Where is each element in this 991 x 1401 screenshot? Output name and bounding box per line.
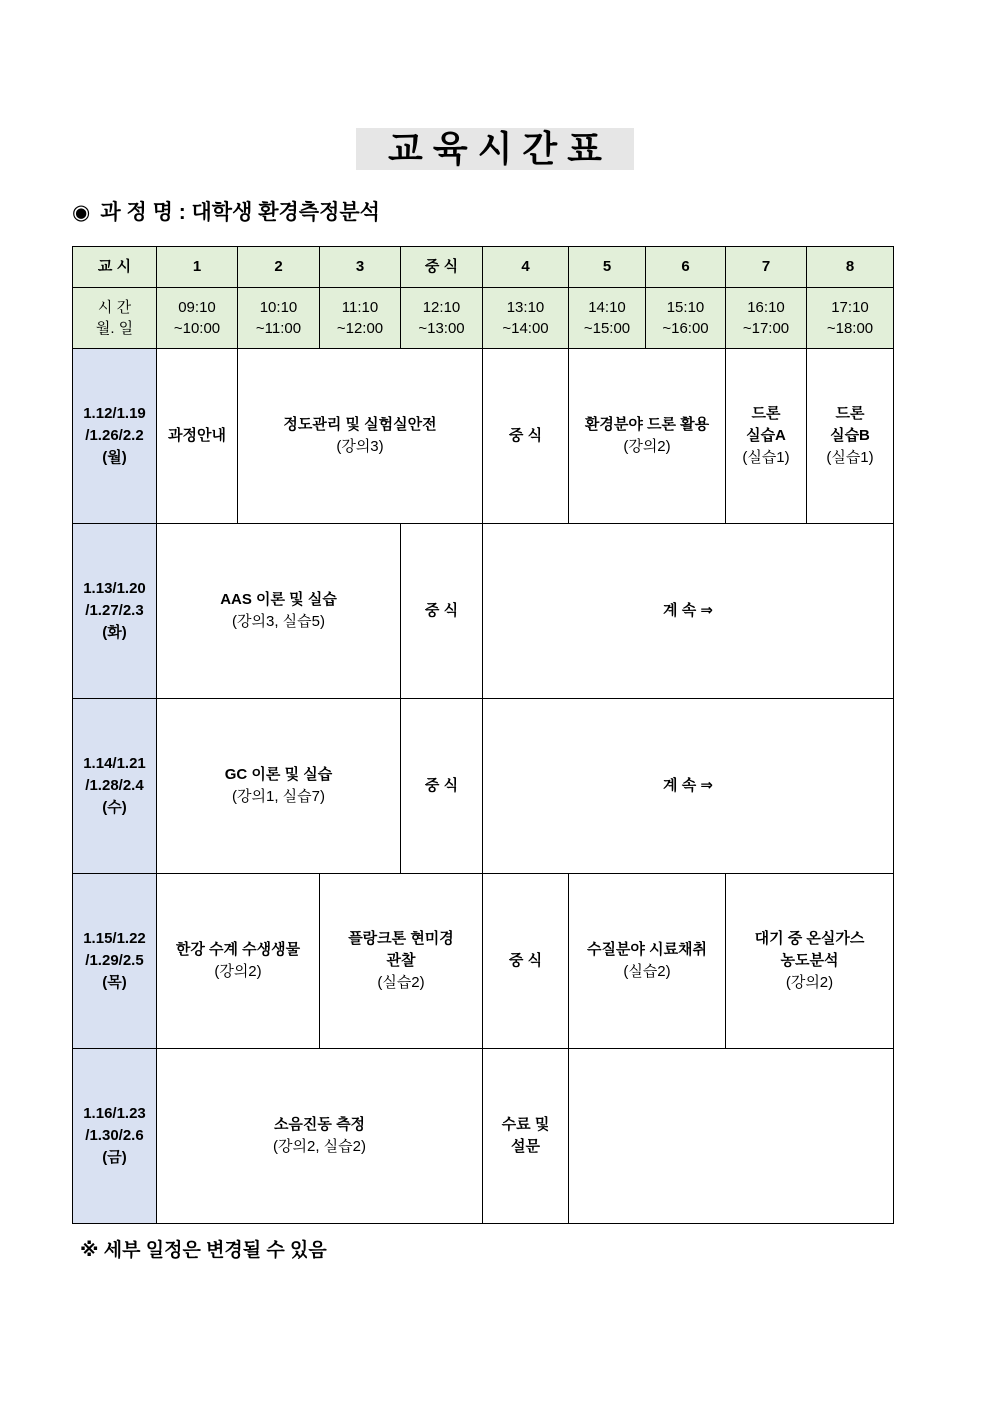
time-cell: 16:10 ~17:00 [726,288,807,349]
day-row-fri [73,1049,894,1224]
session-cell: 소음진동 측정 (강의2, 실습2) [157,1049,483,1224]
time-cell: 11:10 ~12:00 [320,288,401,349]
course-label: 과 정 명 : 대학생 환경측정분석 [100,201,380,224]
time-cell: 12:10 ~13:00 [401,288,483,349]
period-cell: 7 [726,247,807,288]
date-cell: 1.12/1.19 /1.26/2.2 (월) [73,349,157,524]
lunch-cell: 중 식 [483,349,569,524]
day-row-mon [73,349,894,524]
bullet-icon: ◉ [72,201,91,224]
continue-cell: 계 속 ⇒ [483,699,894,874]
session-cell: 한강 수계 수생생물 (강의2) [157,874,320,1049]
session-cell: 드론 실습A (실습1) [726,349,807,524]
period-cell: 2 [238,247,320,288]
session-cell: AAS 이론 및 실습 (강의3, 실습5) [157,524,401,699]
empty-cell [569,1049,894,1224]
period-cell: 4 [483,247,569,288]
session-cell: GC 이론 및 실습 (강의1, 실습7) [157,699,401,874]
session-cell: 정도관리 및 실험실안전 (강의3) [238,349,483,524]
time-header-row [73,288,894,349]
course-name [72,198,380,228]
period-cell: 3 [320,247,401,288]
session-cell: 환경분야 드론 활용 (강의2) [569,349,726,524]
day-row-thu [73,874,894,1049]
time-cell: 17:10 ~18:00 [807,288,894,349]
time-cell: 13:10 ~14:00 [483,288,569,349]
date-cell: 1.16/1.23 /1.30/2.6 (금) [73,1049,157,1224]
continue-cell: 계 속 ⇒ [483,524,894,699]
time-cell: 15:10 ~16:00 [646,288,726,349]
time-cell: 10:10 ~11:00 [238,288,320,349]
lunch-cell: 중 식 [401,524,483,699]
lunch-cell: 중 식 [483,874,569,1049]
session-cell: 수질분야 시료채취 (실습2) [569,874,726,1049]
session-cell: 수료 및 설문 [483,1049,569,1224]
time-label: 시 간 월. 일 [73,288,157,349]
period-cell: 1 [157,247,238,288]
period-cell: 8 [807,247,894,288]
time-cell: 09:10 ~10:00 [157,288,238,349]
day-row-wed [73,699,894,874]
lunch-cell: 중 식 [401,699,483,874]
date-cell: 1.14/1.21 /1.28/2.4 (수) [73,699,157,874]
page-title: 교 육 시 간 표 [356,128,634,170]
period-cell: 5 [569,247,646,288]
timetable [72,246,894,1224]
time-cell: 14:10 ~15:00 [569,288,646,349]
period-header-row [73,247,894,288]
period-label: 교 시 [73,247,157,288]
period-cell: 6 [646,247,726,288]
day-row-tue [73,524,894,699]
session-cell: 플랑크톤 현미경 관찰 (실습2) [320,874,483,1049]
date-cell: 1.15/1.22 /1.29/2.5 (목) [73,874,157,1049]
session-cell: 드론 실습B (실습1) [807,349,894,524]
date-cell: 1.13/1.20 /1.27/2.3 (화) [73,524,157,699]
period-cell: 중 식 [401,247,483,288]
session-cell: 대기 중 온실가스 농도분석 (강의2) [726,874,894,1049]
schedule-note: ※ 세부 일정은 변경될 수 있음 [80,1240,327,1261]
session-cell: 과정안내 [157,349,238,524]
